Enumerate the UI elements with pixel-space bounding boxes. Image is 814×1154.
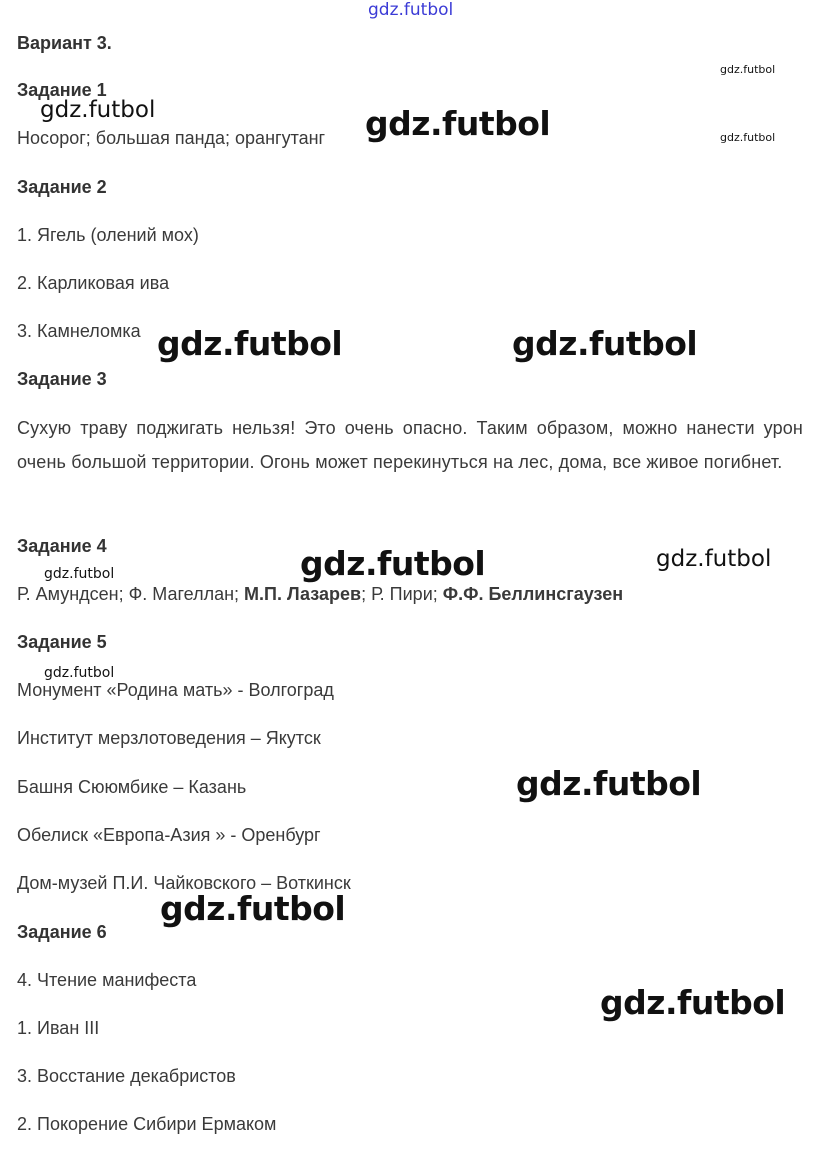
task-heading: Задание 1 [17, 80, 107, 100]
name-segment-bold: М.П. Лазарев [244, 584, 362, 604]
answer-line: 2. Карликовая ива [17, 273, 170, 293]
watermark-small: gdz.futbol [720, 131, 776, 144]
answer-line: 4. Чтение манифеста [17, 970, 197, 990]
answer-line: Носорог; большая панда; орангутанг [17, 128, 326, 148]
watermark-large: gdz.futbol [365, 104, 551, 143]
answer-line: 1. Ягель (олений мох) [17, 225, 199, 245]
answer-paragraph: Сухую траву поджигать нельзя! Это очень опасно. Таким образом, можно нанести урон очень большой территории. Огонь может перекинуться на лес, дома, все живое погибнет. [17, 418, 803, 472]
watermark-top: gdz.futbol [368, 0, 454, 20]
watermark-large: gdz.futbol [600, 983, 786, 1022]
task-heading: Задание 5 [17, 632, 107, 652]
watermark-medium: gdz.futbol [656, 546, 772, 572]
watermark-small: gdz.futbol [44, 566, 115, 582]
page-title: Вариант 3. [17, 33, 112, 53]
task-heading: Задание 3 [17, 369, 107, 389]
answer-line: Башня Сююмбике – Казань [17, 777, 247, 797]
name-segment: ; Р. Пири; [361, 584, 443, 604]
watermark-large: gdz.futbol [516, 764, 702, 803]
answer-line: Дом-музей П.И. Чайковского – Воткинск [17, 873, 351, 893]
answer-line: 3. Восстание декабристов [17, 1066, 236, 1086]
answer-line-names [17, 583, 623, 605]
watermark-large: gdz.futbol [160, 889, 346, 928]
task-heading: Задание 4 [17, 536, 107, 556]
answer-line: 1. Иван III [17, 1018, 100, 1038]
task-heading: Задание 2 [17, 177, 107, 197]
watermark-medium: gdz.futbol [40, 97, 156, 123]
name-segment-bold: Ф.Ф. Беллинсгаузен [442, 584, 624, 604]
watermark-large: gdz.futbol [157, 324, 343, 363]
name-segment: Р. Амундсен; Ф. Магеллан; [17, 584, 245, 604]
answer-line: Монумент «Родина мать» - Волгоград [17, 680, 334, 700]
watermark-large: gdz.futbol [512, 324, 698, 363]
answer-line: Обелиск «Европа-Азия » - Оренбург [17, 825, 321, 845]
answer-line: 3. Камнеломка [17, 321, 141, 341]
task-heading: Задание 6 [17, 922, 107, 942]
watermark-large: gdz.futbol [300, 544, 486, 583]
answer-line: Институт мерзлотоведения – Якутск [17, 728, 321, 748]
watermark-small: gdz.futbol [720, 63, 776, 76]
watermark-small: gdz.futbol [44, 665, 115, 681]
answer-line: 2. Покорение Сибири Ермаком [17, 1114, 277, 1134]
